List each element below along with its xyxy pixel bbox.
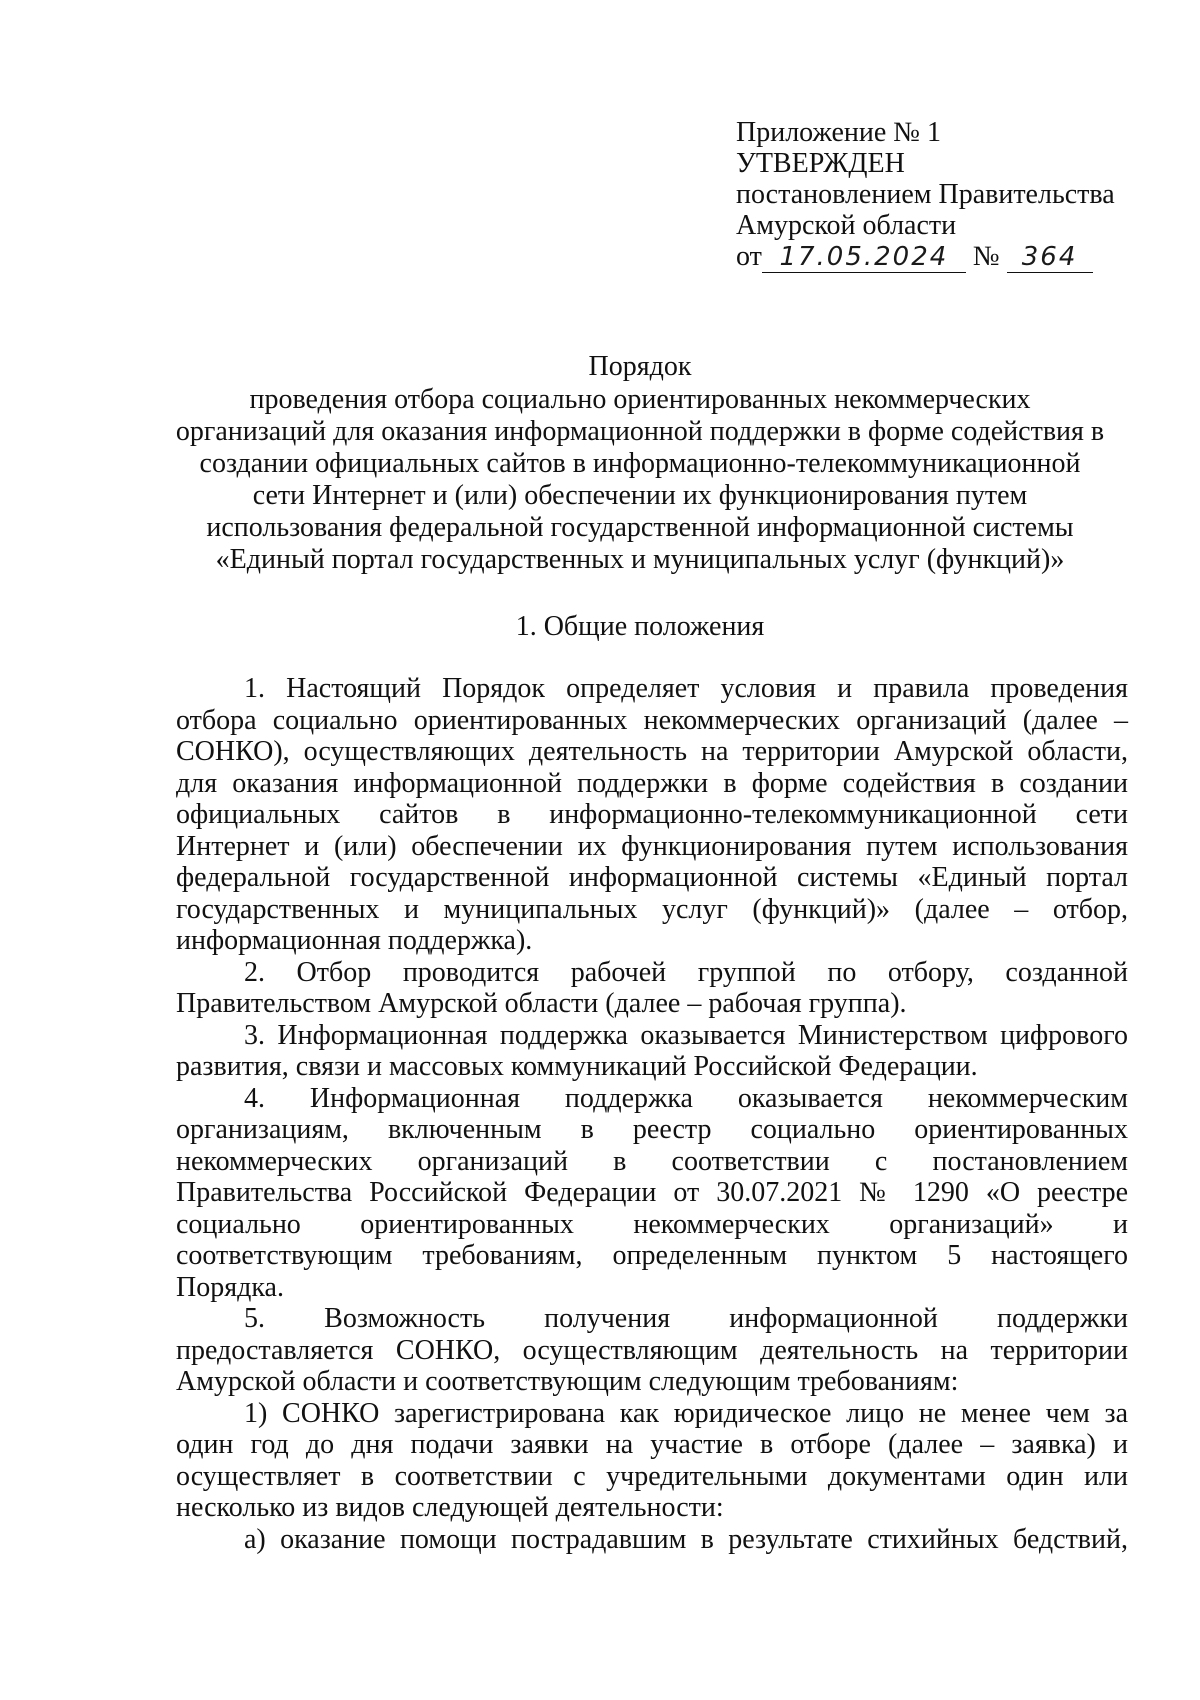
body-line: организациям, включенным в реестр социально ориентированных: [176, 1114, 1128, 1145]
body-line: Порядка.: [176, 1271, 284, 1303]
body-line: один год до дня подачи заявки на участие в отборе (далее – заявка) и: [176, 1429, 1128, 1460]
appendix-number: Приложение № 1: [736, 117, 941, 148]
document-body: [176, 673, 1128, 1555]
body-line: 3. Информационная поддержка оказывается Министерством цифрового: [244, 1019, 1128, 1051]
body-line: федеральной государственной информационной системы «Единый портал: [176, 862, 1128, 893]
title-line: сети Интернет и (или) обеспечении их функционирования путем: [252, 480, 1028, 511]
from-label: от: [736, 241, 762, 272]
section-heading: 1. Общие положения: [515, 611, 765, 642]
body-line: для оказания информационной поддержки в форме содействия в создании: [176, 767, 1128, 799]
body-line: официальных сайтов в информационно-телекоммуникационной сети: [176, 799, 1128, 830]
body-line: СОНКО), осуществляющих деятельность на территории Амурской области,: [176, 736, 1128, 767]
body-line: социально ориентированных некоммерческих организаций» и: [176, 1208, 1128, 1240]
title-heading: Порядок: [588, 351, 692, 382]
title-line: «Единый портал государственных и муниципальных услуг (функций)»: [215, 544, 1065, 575]
body-line: Правительства Российской Федерации от 30.07.2021 № 1290 «О реестре: [176, 1177, 1128, 1208]
body-line: 1) СОНКО зарегистрирована как юридическое лицо не менее чем за: [244, 1397, 1128, 1429]
body-line: государственных и муниципальных услуг (функций)» (далее – отбор,: [176, 893, 1128, 925]
body-line: развития, связи и массовых коммуникаций Российской Федерации.: [176, 1051, 978, 1082]
number-sign: №: [972, 241, 1000, 272]
body-line: Амурской области и соответствующим следующим требованиям:: [176, 1366, 959, 1397]
handwritten-number: 364: [1007, 242, 1093, 273]
body-line: 2. Отбор проводится рабочей группой по отбору, созданной: [244, 956, 1128, 988]
body-line: 4. Информационная поддержка оказывается некоммерческим: [244, 1082, 1128, 1114]
body-line: некоммерческих организаций в соответствии с постановлением: [176, 1145, 1128, 1177]
document-title: [160, 351, 1120, 576]
body-line: осуществляет в соответствии с учредительными документами один или: [176, 1460, 1128, 1492]
handwritten-date: 17.05.2024: [762, 242, 966, 273]
title-line: организаций для оказания информационной поддержки в форме содействия в: [175, 416, 1105, 447]
body-line: Правительством Амурской области (далее – рабочая группа).: [176, 988, 907, 1019]
title-line: проведения отбора социально ориентированных некоммерческих: [249, 384, 1031, 415]
approved-label: УТВЕРЖДЕН: [736, 148, 905, 179]
body-line: отбора социально ориентированных некоммерческих организаций (далее –: [176, 704, 1128, 736]
body-line: Интернет и (или) обеспечении их функционирования путем использования: [176, 830, 1128, 862]
approved-by: постановлением Правительства: [736, 179, 1115, 210]
body-line: 5. Возможность получения информационной поддержки: [244, 1303, 1128, 1334]
body-line: предоставляется СОНКО, осуществляющим деятельность на территории: [176, 1334, 1128, 1366]
approval-stamp-block: [736, 117, 1115, 273]
body-line: несколько из видов следующей деятельности:: [176, 1492, 724, 1523]
resolution-date-number: [736, 241, 1115, 273]
title-line: использования федеральной государственной информационной системы: [206, 512, 1074, 543]
body-line: 1. Настоящий Порядок определяет условия и правила проведения: [244, 673, 1128, 704]
body-line: информационная поддержка).: [176, 925, 533, 956]
approved-by-region: Амурской области: [736, 210, 957, 241]
body-line: а) оказание помощи пострадавшим в результате стихийных бедствий,: [244, 1523, 1128, 1555]
body-line: соответствующим требованиям, определенным пунктом 5 настоящего: [176, 1240, 1128, 1271]
title-line: создании официальных сайтов в информационно-телекоммуникационной: [199, 448, 1081, 479]
